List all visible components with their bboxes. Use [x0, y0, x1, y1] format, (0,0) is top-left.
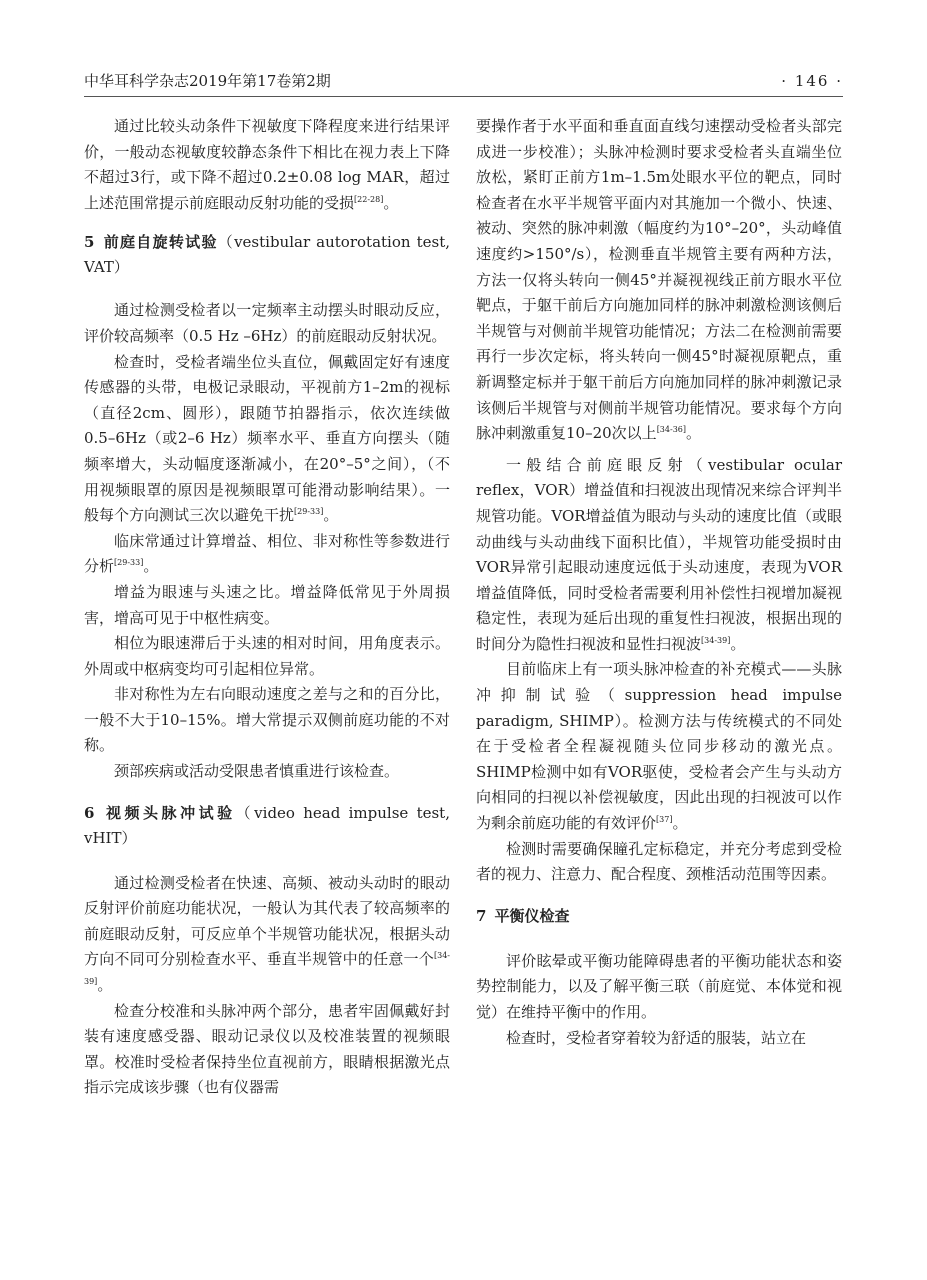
citation[interactable]: [37]: [656, 815, 673, 825]
citation[interactable]: [34-36]: [656, 425, 686, 435]
section-heading-6: 6 视频头脉冲试验（video head impulse test, vHIT）: [84, 803, 450, 847]
paragraph: 检查分校准和头脉冲两个部分，患者牢固佩戴好封装有速度感受器、眼动记录仪以及校准装置的视频眼罩。校准时受检者保持坐位直视前方，眼睛根据激光点指示完成该步骤（也有仪器需: [84, 1001, 450, 1097]
paragraph: 非对称性为左右向眼动速度之差与之和的百分比，一般不大于10–15%。增大常提示双侧前庭功能的不对称。: [84, 685, 450, 755]
paragraph: 检测时需要确保瞳孔定标稳定，并充分考虑到受检者的视力、注意力、配合程度、颈椎活动范围等因素。: [476, 839, 842, 884]
left-column: [84, 114, 450, 1101]
section-heading-7: 7 平衡仪检查: [476, 906, 570, 925]
citation[interactable]: [34-39]: [84, 951, 450, 987]
paragraph: 相位为眼速滞后于头速的相对时间，用角度表示。外周或中枢病变均可引起相位异常。: [84, 634, 450, 678]
citation[interactable]: [22-28]: [354, 194, 384, 204]
citation[interactable]: [29-33]: [294, 507, 324, 517]
paragraph: 检查时，受检者端坐位头直位，佩戴固定好有速度传感器的头带，电极记录眼动，平视前方1–2m的视标（直径2cm、圆形），跟随节拍器指示，依次连续做0.5–6Hz（或2–6 Hz）频率水平、垂直方向摆头（随频率增大，头动幅度逐渐减小，在20°–5°之间），（不用视频眼罩的原因是视频眼罩可能滑动影响结果）。一般每个方向测试三次以避免干扰[29-33]。: [84, 352, 450, 525]
citation[interactable]: [29-33]: [114, 558, 144, 568]
paragraph: 一般结合前庭眼反射（vestibular ocular reflex，VOR）增益值和扫视波出现情况来综合评判半规管功能。VOR增益值为眼动与头动的速度比值（或眼动曲线与头动曲线下面积比值），半规管功能受损时由VOR异常引起眼动速度远低于头动速度，表现为VOR增益值降低，同时受检者需要利用补偿性扫视增加凝视稳定性，表现为延后出现的重复性扫视波，根据出现的时间分为隐性扫视波和显性扫视波[34-39]。: [476, 455, 842, 653]
paragraph: 通过检测受检者以一定频率主动摆头时眼动反应，评价较高频率（0.5 Hz –6Hz）的前庭眼动反射状况。: [84, 301, 450, 345]
paragraph: 临床常通过计算增益、相位、非对称性等参数进行分析[29-33]。: [84, 531, 450, 576]
right-column: [476, 114, 842, 1051]
paragraph: 通过检测受检者在快速、高频、被动头动时的眼动反射评价前庭功能状况，一般认为其代表了较高频率的前庭眼动反射，可反应单个半规管功能状况，根据头动方向不同可分别检查水平、垂直半规管中的任意一个[34-39]。: [84, 873, 450, 995]
page-number: · 146 ·: [781, 72, 843, 90]
paragraph: 目前临床上有一项头脉冲检查的补充模式——头脉冲抑制试验（suppression head impulse paradigm, SHIMP）。检测方法与传统模式的不同处在于受检者全程凝视随头位同步移动的激光点。SHIMP检测中如有VOR驱使，受检者会产生与头动方向相同的扫视以补偿视敏度，因此出现的扫视波可以作为剩余前庭功能的有效评价[37]。: [476, 660, 842, 833]
running-header: [84, 70, 843, 97]
paragraph: 增益为眼速与头速之比。增益降低常见于外周损害，增高可见于中枢性病变。: [84, 582, 450, 627]
journal-title: 中华耳科学杂志2019年第17卷第2期: [84, 72, 331, 90]
paragraph: 检查时，受检者穿着较为舒适的服装，站立在: [506, 1028, 807, 1047]
paragraph: 通过比较头动条件下视敏度下降程度来进行结果评价，一般动态视敏度较静态条件下相比在视力表上下降不超过3行，或下降不超过0.2±0.08 log MAR，超过上述范围常提示前庭眼动反射功能的受损[22-28]。: [84, 117, 450, 212]
paragraph: 要操作者于水平面和垂直面直线匀速摆动受检者头部完成进一步校准）；头脉冲检测时要求受检者头直端坐位放松，紧盯正前方1m–1.5m处眼水平位的靶点，同时检查者在水平半规管平面内对其施加一个微小、快速、被动、突然的脉冲刺激（幅度约为10°–20°，头动峰值速度约>150°/s），检测垂直半规管主要有两种方法，方法一仅将头转向一侧45°并凝视视线正前方眼水平位靶点，于躯干前后方向施加同样的脉冲刺激检测该侧后半规管与对侧前半规管功能情况；方法二在检测前需要再行一步次定标，将头转向一侧45°时凝视原靶点，重新调整定标并于躯干前后方向施加同样的脉冲刺激记录该侧后半规管与对侧前半规管功能情况。要求每个方向脉冲刺激重复10–20次以上[34-36]。: [476, 117, 842, 443]
paragraph: 评价眩晕或平衡功能障碍患者的平衡功能状态和姿势控制能力，以及了解平衡三联（前庭觉、本体觉和视觉）在维持平衡中的作用。: [476, 951, 842, 1021]
section-heading-5: 5 前庭自旋转试验（vestibular autorotation test, VAT）: [84, 233, 450, 277]
citation[interactable]: [34-39]: [701, 635, 731, 645]
paragraph: 颈部疾病或活动受限患者慎重进行该检查。: [114, 762, 400, 781]
